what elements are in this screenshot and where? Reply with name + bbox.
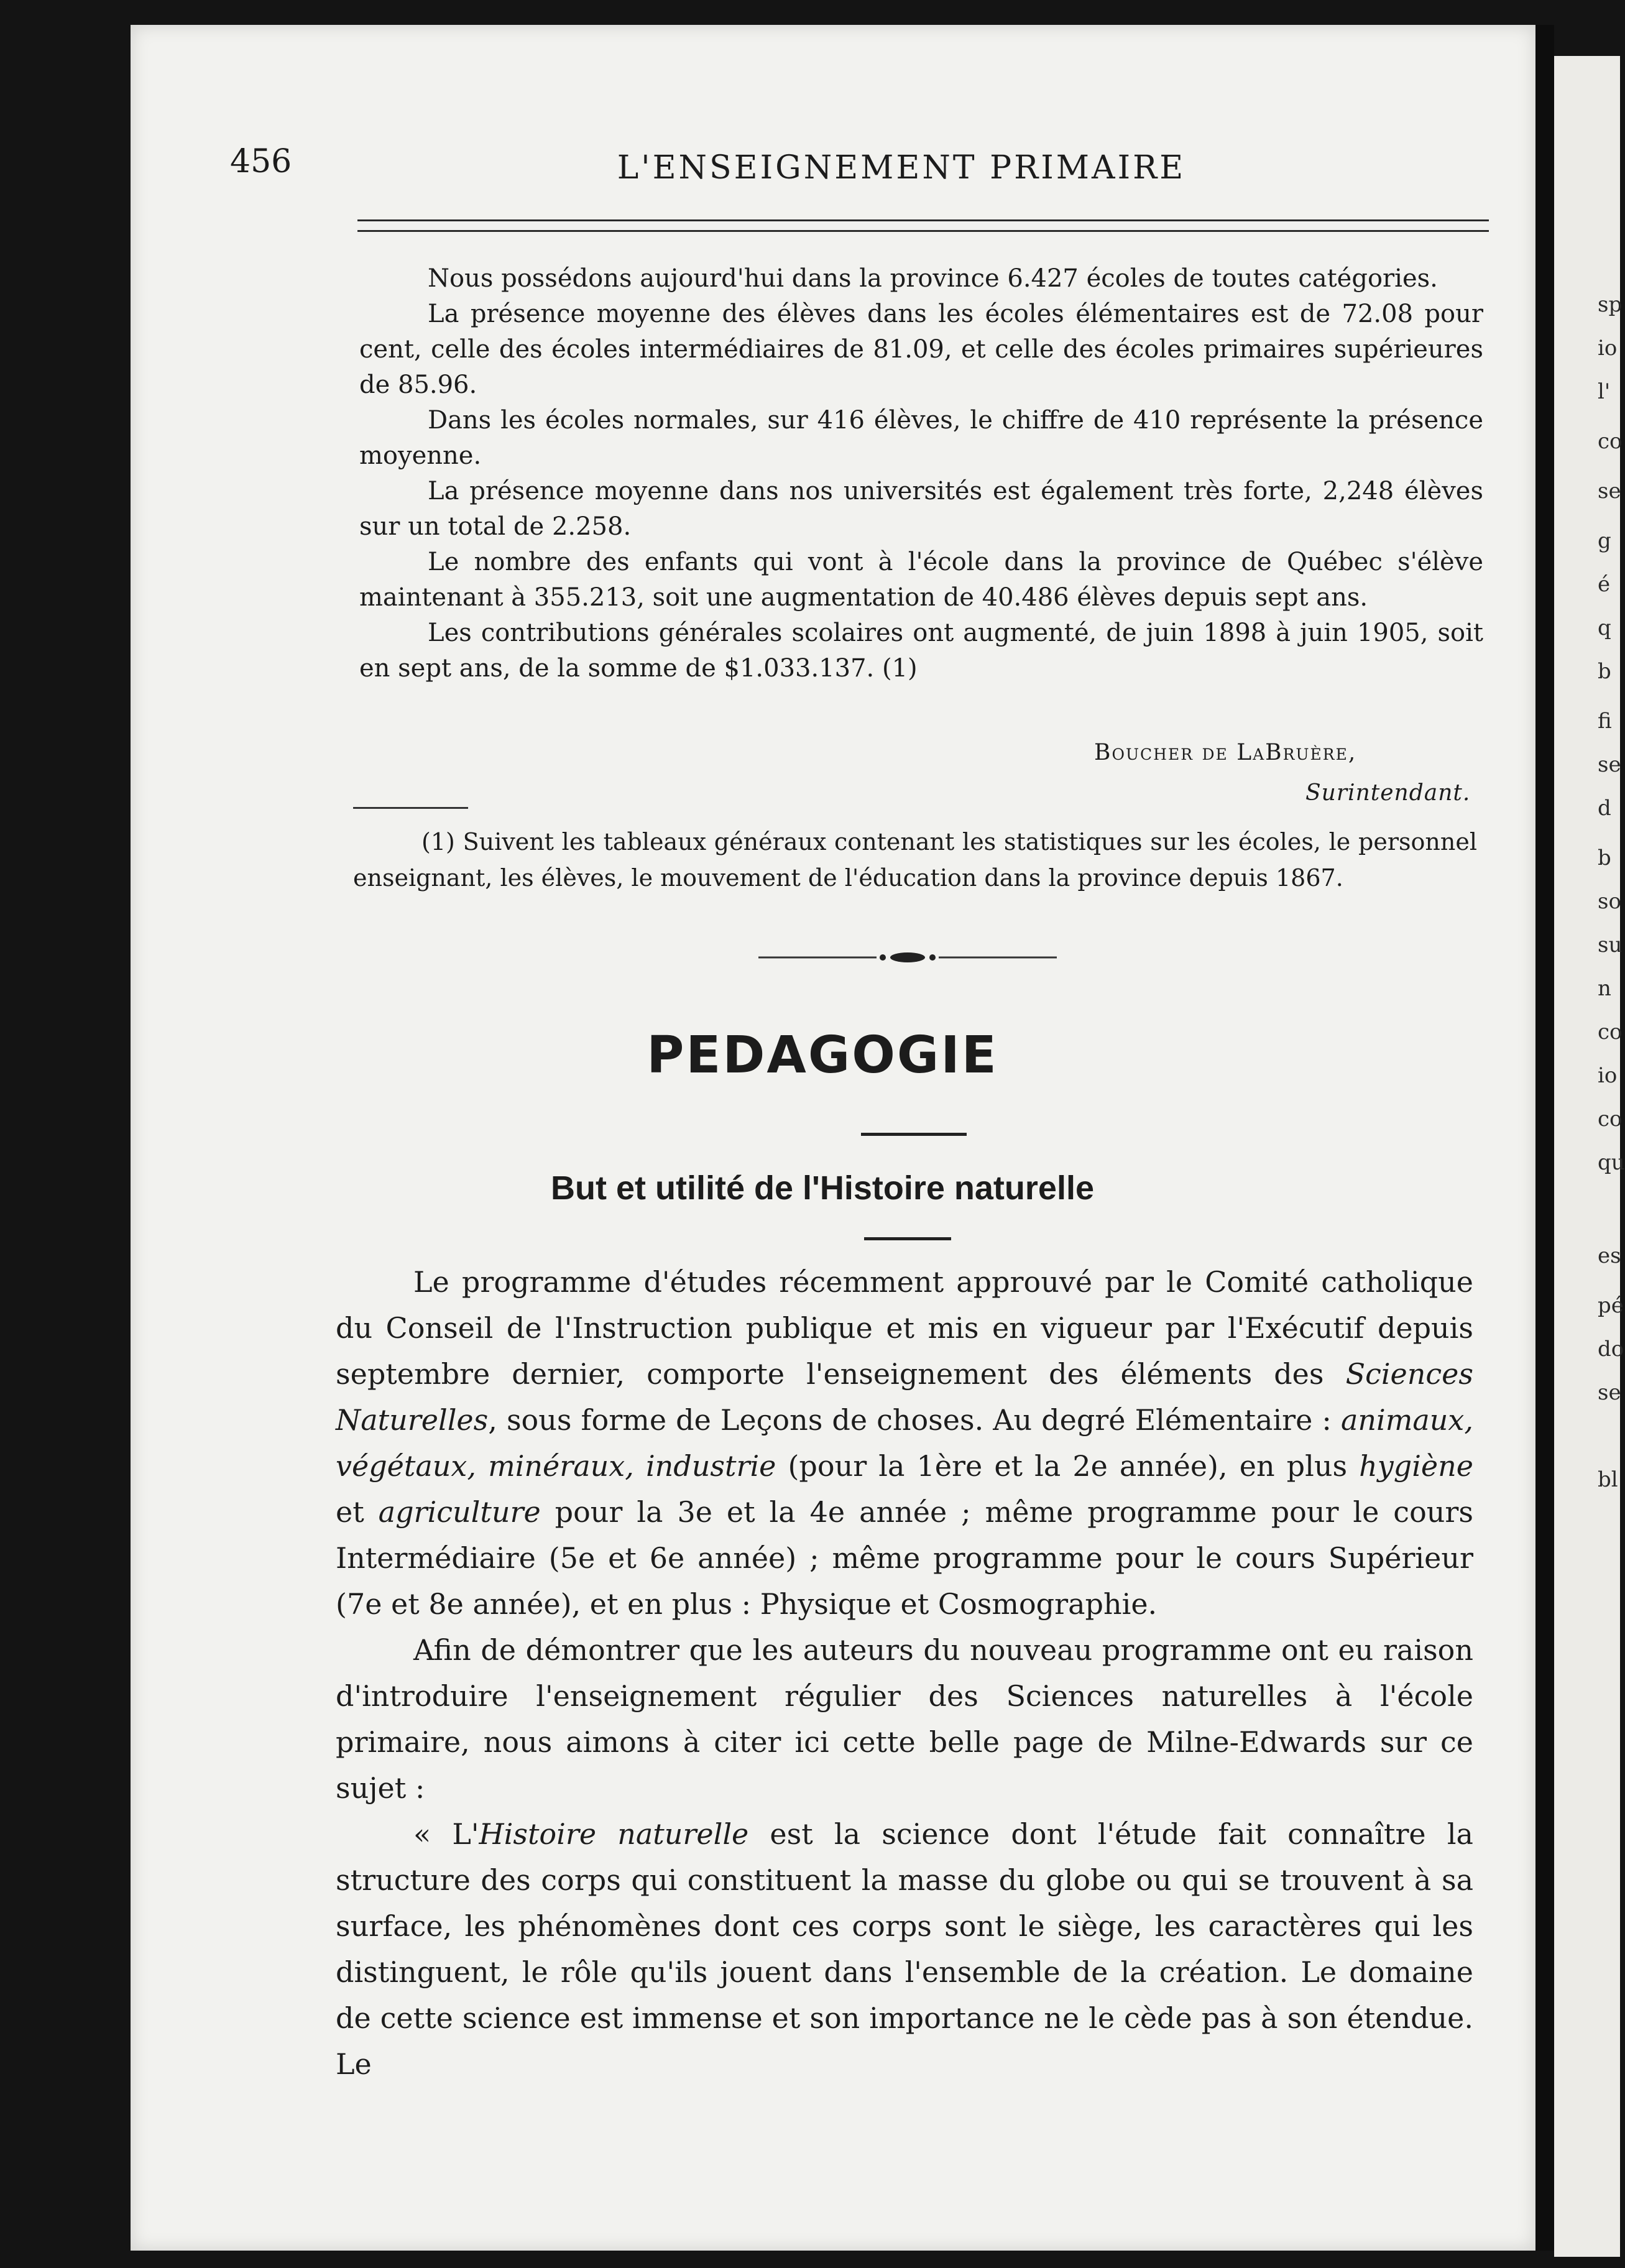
signature-name: Boucher de LaBruère,: [1094, 740, 1357, 765]
facing-page-fragment: so: [1598, 889, 1621, 914]
article-paragraph: Le programme d'études récemment approuvé par le Comité catholique du Conseil de l'Instruction publique et mis en vigueur par l'Exécutif depuis septembre dernier, comporte l'enseignement des éléments des Sciences Naturelles, sous forme de Leçons de choses. Au degré Elémentaire : animaux, végétaux, minéraux, industrie (pour la 1ère et la 2e année), en plus hygiène et agriculture pour la 3e et la 4e année ; même programme pour le cours Intermédiaire (5e et 6e année) ; même programme pour le cours Supérieur (7e et 8e année), et en plus : Physique et Cosmographie.: [336, 1265, 1473, 1621]
facing-page-fragment: su: [1598, 933, 1623, 957]
facing-page-fragment: co: [1598, 1107, 1623, 1132]
report-paragraph: Dans les écoles normales, sur 416 élèves, le chiffre de 410 représente la présence moyenne.: [359, 406, 1483, 470]
facing-page-fragment: g: [1598, 528, 1611, 553]
facing-page-fragment: n: [1598, 976, 1611, 1001]
report-paragraph: Les contributions générales scolaires ont augmenté, de juin 1898 à juin 1905, soit en sept ans, de la somme de $1.033.137. (1): [359, 619, 1483, 683]
footnote-text: (1) Suivent les tableaux généraux contenant les statistiques sur les écoles, le personnel enseignant, les élèves, le mouvement de l'éducation dans la province depuis 1867.: [353, 828, 1477, 892]
article-text: [336, 1259, 1473, 2087]
footnote: [353, 824, 1477, 896]
facing-page-fragment: se: [1598, 479, 1621, 504]
section-title: PEDAGOGIE: [647, 1026, 998, 1085]
facing-page-fragment: d: [1598, 796, 1611, 821]
header-double-rule: [357, 219, 1489, 232]
facing-page-fragment: b: [1598, 659, 1611, 684]
facing-page-fragment: pé: [1598, 1293, 1624, 1318]
facing-page-fragment: l': [1598, 379, 1611, 404]
facing-page-edge: [1554, 56, 1625, 2257]
facing-page-fragment: se: [1598, 1380, 1621, 1405]
article-paragraph: « L'Histoire naturelle est la science dont l'étude fait connaître la structure des corps qui constituent la masse du globe ou qui se trouvent à sa surface, les phénomènes dont ces corps sont le siège, les caractères qui les distinguent, le rôle qu'ils jouent dans l'ensemble de la création. Le domaine de cette science est immense et son importance ne le cède pas à son étendue. Le: [336, 1817, 1473, 2081]
page-header: [230, 143, 1498, 193]
facing-page-fragment: bl: [1598, 1467, 1618, 1492]
facing-page-fragment: co: [1598, 429, 1623, 454]
facing-page-fragment: do: [1598, 1337, 1624, 1362]
facing-page-fragment: se: [1598, 752, 1621, 777]
page-number: 456: [230, 143, 292, 180]
book-spine: [1535, 25, 1554, 2251]
subtitle-rule: [864, 1237, 951, 1240]
report-paragraph: La présence moyenne des élèves dans les écoles élémentaires est de 72.08 pour cent, celle des écoles intermédiaires de 81.09, et celle des écoles primaires supérieures de 85.96.: [359, 300, 1483, 399]
facing-page-fragment: sp: [1598, 292, 1623, 317]
running-title: L'ENSEIGNEMENT PRIMAIRE: [617, 149, 1186, 187]
section-ornament: [758, 948, 1057, 967]
report-paragraph: La présence moyenne dans nos universités est également très forte, 2,248 élèves sur un total de 2.258.: [359, 477, 1483, 541]
title-rule: [861, 1133, 967, 1136]
facing-page-fragment: qu: [1598, 1150, 1625, 1175]
facing-page-fragment: b: [1598, 846, 1611, 870]
report-paragraph: Le nombre des enfants qui vont à l'école dans la province de Québec s'élève maintenant à 355.213, soit une augmentation de 40.486 élèves depuis sept ans.: [359, 548, 1483, 612]
facing-page-fragment: io: [1598, 1063, 1618, 1088]
section-subtitle: But et utilité de l'Histoire naturelle: [551, 1169, 1094, 1207]
report-paragraph: Nous possédons aujourd'hui dans la province 6.427 écoles de toutes catégories.: [428, 264, 1438, 293]
signature-title: Surintendant.: [1305, 780, 1471, 806]
article-paragraph: Afin de démontrer que les auteurs du nouveau programme ont eu raison d'introduire l'enseignement régulier des Sciences naturelles à l'école primaire, nous aimons à citer ici cette belle page de Milne-Edwards sur ce sujet :: [336, 1633, 1473, 1805]
facing-page-fragment: é: [1598, 572, 1611, 597]
facing-page-fragment: q: [1598, 615, 1611, 640]
report-text: [359, 261, 1483, 686]
footnote-rule: [353, 807, 468, 809]
facing-page-fragment: io: [1598, 336, 1618, 361]
facing-page-fragment: co: [1598, 1020, 1623, 1044]
facing-page-fragment: es: [1598, 1243, 1621, 1268]
facing-page-fragment: fi: [1598, 709, 1612, 734]
